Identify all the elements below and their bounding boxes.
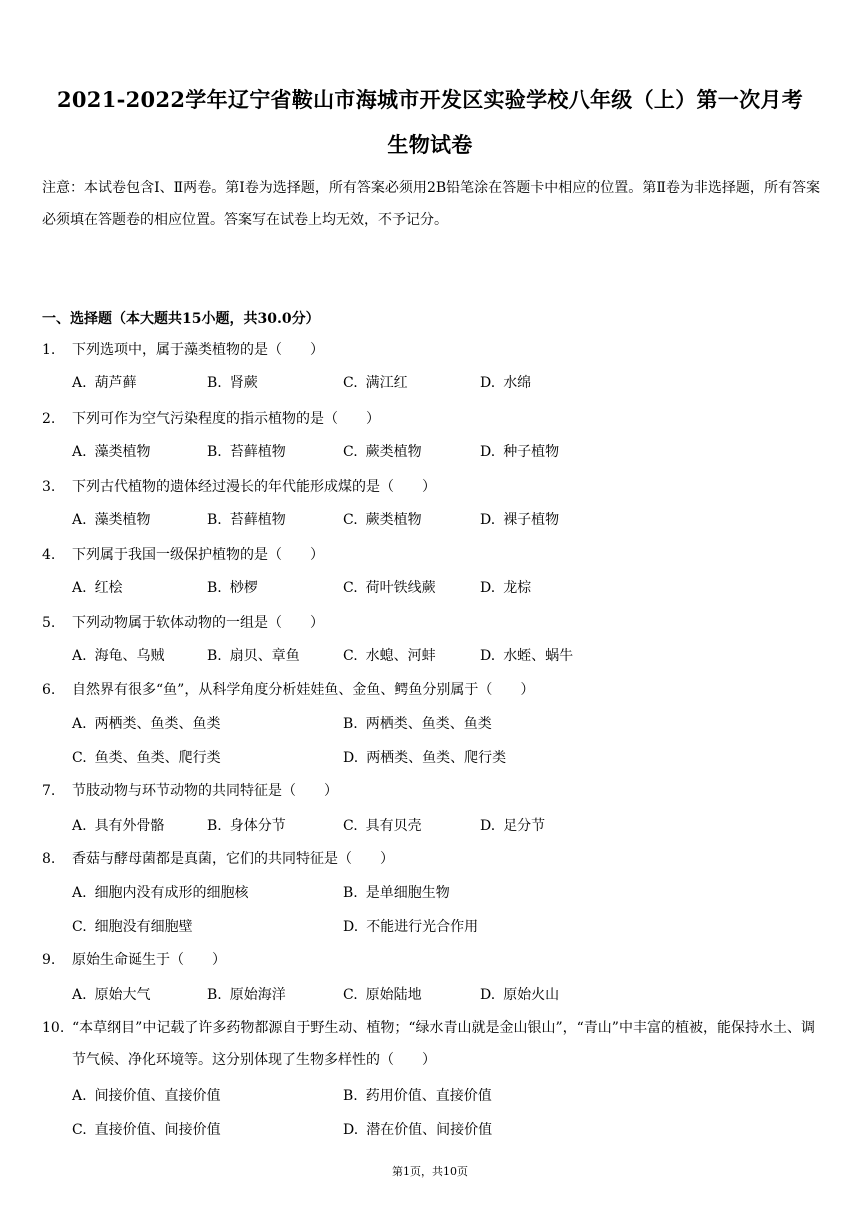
option-text: 原始火山 <box>503 987 560 1003</box>
option-text: 红桧 <box>94 580 123 596</box>
question-stem: 原始生命诞生于（ ） <box>72 952 226 968</box>
option-text: 具有贝壳 <box>365 818 422 834</box>
option-letter: B. <box>343 885 358 901</box>
answer-option[interactable] <box>72 747 221 767</box>
question-3 <box>0 479 860 505</box>
answer-option[interactable] <box>343 882 450 902</box>
answer-option[interactable] <box>72 577 123 597</box>
answer-option[interactable] <box>72 1085 221 1105</box>
question-stem: 下列动物属于软体动物的一组是（ ） <box>72 615 324 631</box>
question-number: 8. <box>42 851 56 867</box>
question-2 <box>0 411 860 437</box>
option-letter: D. <box>343 750 359 766</box>
option-text: 是单细胞生物 <box>365 885 450 901</box>
answer-option[interactable] <box>480 645 573 665</box>
option-text: 葫芦藓 <box>94 375 137 391</box>
question-stem: 自然界有很多“鱼”，从科学角度分析娃娃鱼、金鱼、鳄鱼分别属于（ ） <box>72 682 535 698</box>
answer-option[interactable] <box>72 372 137 392</box>
option-letter: C. <box>343 512 358 528</box>
section-heading: 一、选择题（本大题共15小题，共30.0分） <box>42 311 320 327</box>
answer-option[interactable] <box>72 509 151 529</box>
option-letter: D. <box>343 919 359 935</box>
option-letter: A. <box>72 444 87 460</box>
answer-option[interactable] <box>480 984 559 1004</box>
answer-option[interactable] <box>72 882 249 902</box>
exam-notice: 注意：本试卷包含Ⅰ、Ⅱ两卷。第Ⅰ卷为选择题，所有答案必须用2B铅笔涂在答题卡中相应的位置。第Ⅱ卷为非选择题，所有答案必须填在答题卷的相应位置。答案写在试卷上均无效，不予记分。 <box>42 180 820 228</box>
question-4 <box>0 547 860 573</box>
option-letter: B. <box>343 1088 358 1104</box>
question-5 <box>0 615 860 641</box>
question-number: 5. <box>42 615 56 631</box>
option-letter: C. <box>343 580 358 596</box>
option-text: 药用价值、直接价值 <box>365 1088 492 1104</box>
answer-option[interactable] <box>72 645 165 665</box>
option-text: 藻类植物 <box>94 512 151 528</box>
answer-option[interactable] <box>480 441 559 461</box>
question-number: 2. <box>42 411 56 427</box>
option-letter: B. <box>207 580 222 596</box>
option-text: 直接价值、间接价值 <box>94 1122 221 1138</box>
question-stem: 下列可作为空气污染程度的指示植物的是（ ） <box>72 411 380 427</box>
question-stem: 下列古代植物的遗体经过漫长的年代能形成煤的是（ ） <box>72 479 436 495</box>
question-number: 1. <box>42 342 56 358</box>
answer-option[interactable] <box>207 815 286 835</box>
question-7 <box>0 783 860 809</box>
answer-option[interactable] <box>343 645 436 665</box>
option-letter: D. <box>480 987 496 1003</box>
question-6 <box>0 682 860 708</box>
option-text: 两栖类、鱼类、鱼类 <box>365 716 492 732</box>
answer-option[interactable] <box>343 1119 492 1139</box>
option-letter: A. <box>72 818 87 834</box>
option-letter: D. <box>480 375 496 391</box>
question-number: 9. <box>42 952 56 968</box>
answer-option[interactable] <box>72 815 165 835</box>
option-text: 两栖类、鱼类、爬行类 <box>366 750 507 766</box>
answer-option[interactable] <box>343 984 422 1004</box>
option-letter: B. <box>207 375 222 391</box>
option-letter: D. <box>480 444 496 460</box>
answer-option[interactable] <box>343 713 492 733</box>
option-letter: A. <box>72 580 87 596</box>
option-letter: C. <box>343 648 358 664</box>
question-number: 6. <box>42 682 56 698</box>
option-letter: C. <box>72 1122 87 1138</box>
answer-option[interactable] <box>480 509 559 529</box>
answer-option[interactable] <box>343 441 422 461</box>
question-number: 10. <box>42 1020 65 1036</box>
option-text: 鱼类、鱼类、爬行类 <box>94 750 221 766</box>
option-letter: B. <box>207 444 222 460</box>
option-letter: A. <box>72 512 87 528</box>
option-text: 不能进行光合作用 <box>366 919 479 935</box>
answer-option[interactable] <box>343 916 478 936</box>
answer-option[interactable] <box>343 815 422 835</box>
answer-option[interactable] <box>207 441 286 461</box>
option-text: 苔藓植物 <box>229 444 286 460</box>
option-text: 潜在价值、间接价值 <box>366 1122 493 1138</box>
option-text: 满江红 <box>365 375 408 391</box>
option-text: 原始大气 <box>94 987 151 1003</box>
option-text: 桫椤 <box>229 580 258 596</box>
option-letter: D. <box>343 1122 359 1138</box>
option-letter: B. <box>207 648 222 664</box>
option-text: 扇贝、章鱼 <box>229 648 300 664</box>
option-letter: D. <box>480 818 496 834</box>
option-text: 蕨类植物 <box>365 444 422 460</box>
option-letter: A. <box>72 648 87 664</box>
page-footer: 第1页，共10页 <box>392 1165 468 1178</box>
answer-option[interactable] <box>207 577 258 597</box>
exam-subject-title: 生物试卷 <box>387 132 473 157</box>
option-text: 原始陆地 <box>365 987 422 1003</box>
option-letter: B. <box>343 716 358 732</box>
answer-option[interactable] <box>480 815 545 835</box>
option-text: 足分节 <box>503 818 546 834</box>
option-letter: B. <box>207 818 222 834</box>
option-text: 蕨类植物 <box>365 512 422 528</box>
answer-option[interactable] <box>343 509 422 529</box>
option-letter: C. <box>343 375 358 391</box>
option-letter: A. <box>72 987 87 1003</box>
option-letter: D. <box>480 648 496 664</box>
question-stem: 节肢动物与环节动物的共同特征是（ ） <box>72 783 338 799</box>
option-letter: B. <box>207 512 222 528</box>
question-number: 7. <box>42 783 56 799</box>
option-text: 细胞没有细胞壁 <box>94 919 193 935</box>
option-text: 具有外骨骼 <box>94 818 165 834</box>
option-text: 裸子植物 <box>503 512 560 528</box>
answer-option[interactable] <box>207 372 258 392</box>
option-text: 种子植物 <box>503 444 560 460</box>
option-letter: A. <box>72 885 87 901</box>
option-text: 苔藓植物 <box>229 512 286 528</box>
option-letter: C. <box>343 818 358 834</box>
option-text: 海龟、乌贼 <box>94 648 165 664</box>
answer-option[interactable] <box>72 441 151 461</box>
question-8 <box>0 851 860 877</box>
option-text: 身体分节 <box>229 818 286 834</box>
option-letter: A. <box>72 1088 87 1104</box>
question-stem: 下列选项中，属于藻类植物的是（ ） <box>72 342 324 358</box>
option-letter: C. <box>72 750 87 766</box>
option-text: 藻类植物 <box>94 444 151 460</box>
answer-option[interactable] <box>343 1085 492 1105</box>
answer-option[interactable] <box>207 645 300 665</box>
answer-option[interactable] <box>207 509 286 529</box>
option-text: 原始海洋 <box>229 987 286 1003</box>
option-letter: C. <box>343 987 358 1003</box>
question-stem: 香菇与酵母菌都是真菌，它们的共同特征是（ ） <box>72 851 394 867</box>
question-1 <box>0 342 860 368</box>
question-stem: “本草纲目”中记载了许多药物都源自于野生动、植物；“绿水青山就是金山银山”，“青山”中丰富的植被，能保持水土、调节气候、净化环境等。这分别体现了生物多样性的（ ） <box>72 1020 815 1068</box>
option-letter: C. <box>343 444 358 460</box>
option-text: 细胞内没有成形的细胞核 <box>94 885 249 901</box>
answer-option[interactable] <box>72 713 221 733</box>
option-letter: D. <box>480 512 496 528</box>
option-letter: A. <box>72 375 87 391</box>
answer-option[interactable] <box>72 984 151 1004</box>
answer-option[interactable] <box>207 984 286 1004</box>
option-text: 两栖类、鱼类、鱼类 <box>94 716 221 732</box>
option-text: 水螅、河蚌 <box>365 648 436 664</box>
exam-title: 2021-2022学年辽宁省鞍山市海城市开发区实验学校八年级（上）第一次月考 <box>56 87 803 112</box>
option-text: 肾蕨 <box>229 375 258 391</box>
option-text: 水绵 <box>503 375 532 391</box>
option-letter: D. <box>480 580 496 596</box>
question-number: 3. <box>42 479 56 495</box>
answer-option[interactable] <box>343 577 436 597</box>
answer-option[interactable] <box>480 577 531 597</box>
answer-option[interactable] <box>72 916 193 936</box>
option-letter: C. <box>72 919 87 935</box>
option-text: 水蛭、蜗牛 <box>503 648 574 664</box>
option-text: 间接价值、直接价值 <box>94 1088 221 1104</box>
answer-option[interactable] <box>72 1119 221 1139</box>
option-letter: A. <box>72 716 87 732</box>
option-text: 荷叶铁线蕨 <box>365 580 436 596</box>
question-stem: 下列属于我国一级保护植物的是（ ） <box>72 547 324 563</box>
answer-option[interactable] <box>480 372 531 392</box>
option-letter: B. <box>207 987 222 1003</box>
question-9 <box>0 952 860 978</box>
option-text: 龙棕 <box>503 580 532 596</box>
question-number: 4. <box>42 547 56 563</box>
answer-option[interactable] <box>343 372 408 392</box>
answer-option[interactable] <box>343 747 506 767</box>
question-10 <box>0 1020 860 1068</box>
